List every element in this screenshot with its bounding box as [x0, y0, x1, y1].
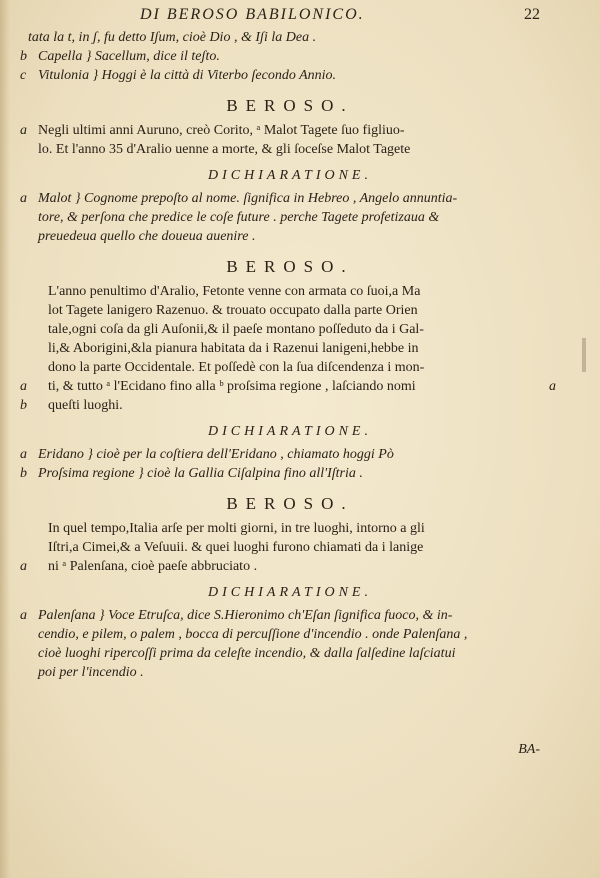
line-text: L'anno penultimo d'Aralio, Fetonte venne con armata co ſuoi,a Ma	[48, 284, 421, 299]
line-marker: a	[20, 447, 27, 462]
catchword: BA-	[518, 742, 540, 757]
text-line	[20, 377, 560, 396]
line-text: tale,ogni coſa da gli Auſonii,& il paeſe montano poſſeduto da i Gal-	[48, 322, 424, 337]
text-line	[20, 28, 560, 47]
line-marker: b	[20, 398, 27, 413]
text-line	[20, 519, 560, 538]
text-line	[20, 557, 560, 576]
text-line	[20, 189, 560, 208]
text-line	[20, 227, 560, 246]
text-line	[20, 445, 560, 464]
line-text: In quel tempo,Italia arſe per molti giorni, in tre luoghi, intorno a gli	[48, 521, 425, 536]
text-line	[20, 339, 560, 358]
line-text: Malot } Cognome prepoſto al nome. ſignifica in Hebreo , Angelo annuntia-	[38, 191, 458, 206]
text-line	[20, 301, 560, 320]
page-edge-shadow	[0, 0, 10, 878]
margin-ink-mark	[582, 338, 586, 372]
section-heading: BEROSO.	[226, 257, 354, 276]
text-line	[20, 606, 560, 625]
text-line	[20, 282, 560, 301]
line-text: Proſsima regione } cioè la Gallia Ciſalpina fino all'Iſtria .	[38, 466, 363, 481]
text-line	[20, 66, 560, 85]
line-text: queſti luoghi.	[48, 398, 123, 413]
line-text: preuedeua quello che doueua auenire .	[38, 229, 256, 244]
line-marker: b	[20, 49, 27, 64]
text-line	[20, 396, 560, 415]
line-text: ti, & tutto ᵃ l'Ecidano fino alla ᵇ proſsima regione , laſciando nomi	[48, 379, 416, 394]
line-text: Negli ultimi anni Auruno, creò Corito, ᵃ Malot Tagete ſuo figliuo-	[38, 123, 405, 138]
line-marker: c	[20, 68, 27, 83]
text-line	[20, 121, 560, 140]
line-text: poi per l'incendio .	[38, 665, 144, 680]
line-text: Iſtri,a Cimei,& a Veſuuii. & quei luoghi furono chiamati da i lanige	[48, 540, 424, 555]
page-number: 22	[524, 6, 540, 23]
line-text: cendio, e pilem, o palem , bocca di percuſſione d'incendio . onde Palenſana ,	[38, 627, 468, 642]
line-text: tata la t, in ʃ, fu detto Iʃum, cioè Dio , & Iʃi la Dea .	[28, 30, 317, 45]
text-line	[20, 47, 560, 66]
text-line	[20, 625, 560, 644]
running-header	[140, 6, 540, 30]
right-marker: a	[549, 379, 556, 394]
line-text: lo. Et l'anno 35 d'Aralio uenne a morte, & gli ſoceſse Malot Tagete	[38, 142, 411, 157]
line-marker: a	[20, 191, 27, 206]
text-line	[20, 538, 560, 557]
line-text: tore, & perſona che predice le coſe future . perche Tagete profetizaua &	[38, 210, 440, 225]
line-marker: a	[20, 123, 27, 138]
section-heading: BEROSO.	[226, 96, 354, 115]
declaration-heading: DICHIARATIONE.	[208, 585, 372, 600]
line-marker: a	[20, 559, 27, 574]
line-marker: a	[20, 608, 27, 623]
section-heading: BEROSO.	[226, 494, 354, 513]
line-text: lot Tagete lanigero Razenuo. & trouato occupato dalla parte Orien	[48, 303, 418, 318]
line-marker: a	[20, 379, 27, 394]
line-text: li,& Aborigini,&la pianura habitata da i Razenui lanigeni,hebbe in	[48, 341, 419, 356]
page-content	[20, 28, 560, 682]
text-line	[20, 358, 560, 377]
line-text: dono la parte Occidentale. Et poſſedè con la ſua diſcendenza i mon-	[48, 360, 425, 375]
text-line	[20, 464, 560, 483]
line-text: Vitulonia } Hoggi è la città di Viterbo ſecondo Annio.	[38, 68, 337, 83]
text-line	[20, 644, 560, 663]
line-text: Eridano } cioè per la coſtiera dell'Eridano , chiamato hoggi Pò	[38, 447, 394, 462]
line-text: cioè luoghi ripercoſſi prima da celeſte incendio, & dalla ſalſedine laſciatui	[38, 646, 456, 661]
line-text: Palenſana } Voce Etruſca, dice S.Hieronimo ch'Eſan ſignifica fuoco, & in-	[38, 608, 453, 623]
text-line	[20, 663, 560, 682]
text-line	[20, 320, 560, 339]
line-text: ni ᵃ Palenſana, cioè paeſe abbruciato .	[48, 559, 258, 574]
text-line	[20, 140, 560, 159]
line-marker: b	[20, 466, 27, 481]
declaration-heading: DICHIARATIONE.	[208, 168, 372, 183]
line-text: Capella } Sacellum, dice il teʃto.	[38, 49, 220, 64]
running-title: DI BEROSO BABILONICO.	[140, 6, 365, 23]
text-line	[20, 208, 560, 227]
declaration-heading: DICHIARATIONE.	[208, 424, 372, 439]
